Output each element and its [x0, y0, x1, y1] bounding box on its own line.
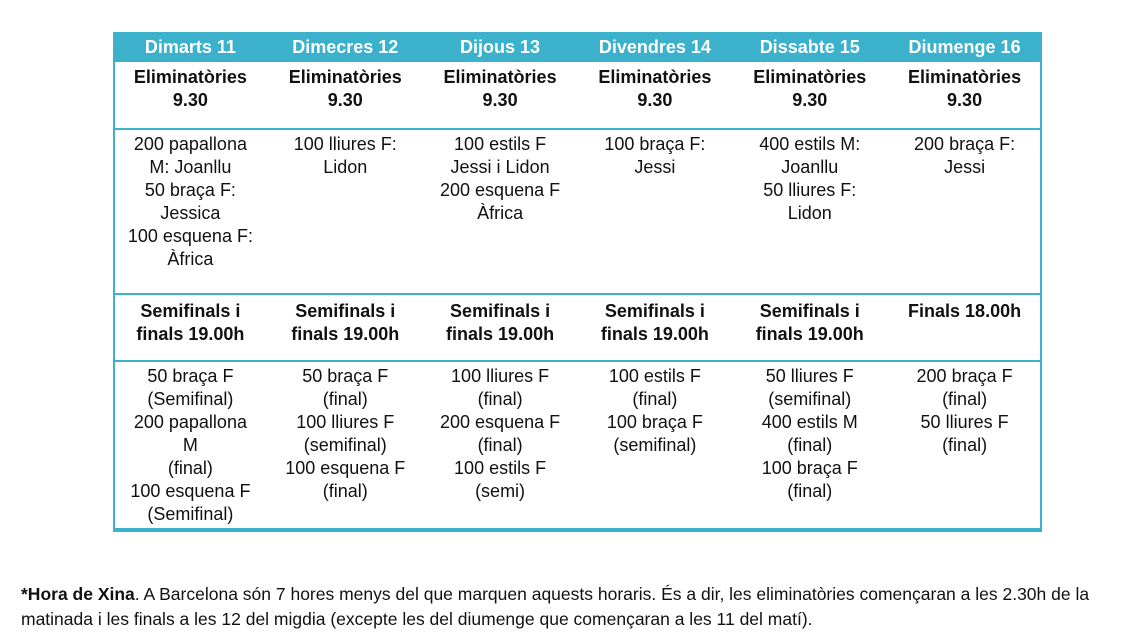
cell-line: 100 lliures F — [296, 412, 395, 432]
heats-time-cell — [423, 62, 578, 129]
day-header: Dissabte 15 — [732, 32, 887, 62]
cell-line: 200 braça F: — [914, 134, 1016, 154]
cell-line: finals 19.00h — [136, 324, 245, 344]
heats-time-row — [113, 62, 1042, 129]
cell-line: (semifinal) — [768, 389, 852, 409]
cell-line: Finals 18.00h — [908, 301, 1022, 321]
cell-line: 100 braça F — [606, 412, 703, 432]
cell-line: 200 braça F — [916, 366, 1013, 386]
cell-line: (final) — [477, 389, 523, 409]
heats-time-cell — [268, 62, 423, 129]
cell-line: 100 esquena F — [285, 458, 406, 478]
cell-line: (Semifinal) — [147, 504, 234, 524]
cell-line: (final) — [787, 435, 833, 455]
cell-line: Eliminatòries — [753, 67, 867, 87]
cell-line: 100 esquena F: — [127, 226, 253, 246]
heats-time-cell — [887, 62, 1042, 129]
finals-time-cell — [268, 294, 423, 361]
cell-line: 200 papallona — [133, 412, 247, 432]
day-header: Divendres 14 — [577, 32, 732, 62]
heats-events-cell — [423, 129, 578, 294]
cell-line: Semifinals i — [295, 301, 396, 321]
heats-events-row — [113, 129, 1042, 294]
cell-line: 9.30 — [947, 90, 983, 110]
cell-line: Semifinals i — [604, 301, 705, 321]
finals-time-cell — [423, 294, 578, 361]
footnote-bold: *Hora de Xina — [21, 583, 135, 604]
cell-line: finals 19.00h — [600, 324, 709, 344]
swim-schedule-table — [113, 32, 1042, 530]
cell-line: 50 braça F: — [144, 180, 236, 200]
cell-line: 400 estils M — [761, 412, 858, 432]
cell-line: (final) — [477, 435, 523, 455]
cell-line: 100 esquena F — [130, 481, 251, 501]
cell-line: (Semifinal) — [147, 389, 234, 409]
cell-line: 200 papallona — [133, 134, 247, 154]
finals-time-cell — [577, 294, 732, 361]
cell-line: Àfrica — [477, 203, 524, 223]
cell-line: (semifinal) — [613, 435, 697, 455]
cell-line: Semifinals i — [450, 301, 551, 321]
cell-line: Jessi — [634, 157, 676, 177]
cell-line: 9.30 — [792, 90, 828, 110]
cell-line: (semifinal) — [303, 435, 387, 455]
cell-line: 50 lliures F — [765, 366, 854, 386]
day-header: Diumenge 16 — [887, 32, 1042, 62]
cell-line: M — [182, 435, 198, 455]
cell-line: 50 braça F — [302, 366, 389, 386]
cell-line: 100 estils F — [454, 134, 547, 154]
cell-line: Semifinals i — [759, 301, 860, 321]
cell-line: 9.30 — [482, 90, 518, 110]
heats-time-cell — [577, 62, 732, 129]
day-header: Dijous 13 — [423, 32, 578, 62]
cell-line: Lidon — [323, 157, 368, 177]
cell-line: Jessi — [944, 157, 986, 177]
day-header: Dimarts 11 — [113, 32, 268, 62]
cell-line: (semi) — [475, 481, 526, 501]
finals-time-row — [113, 294, 1042, 361]
cell-line: (final) — [322, 389, 368, 409]
cell-line: 100 estils F — [454, 458, 547, 478]
cell-line: (final) — [632, 389, 678, 409]
cell-line: Jessica — [160, 203, 221, 223]
cell-line: 100 lliures F: — [293, 134, 397, 154]
cell-line: 100 braça F — [761, 458, 858, 478]
cell-line: 50 lliures F: — [763, 180, 857, 200]
cell-line: Lidon — [787, 203, 832, 223]
cell-line: 400 estils M: — [759, 134, 861, 154]
cell-line: Joanllu — [781, 157, 839, 177]
cell-line: (final) — [322, 481, 368, 501]
cell-line: Semifinals i — [140, 301, 241, 321]
finals-events-cell — [577, 361, 732, 529]
heats-events-cell — [732, 129, 887, 294]
cell-line: finals 19.00h — [291, 324, 400, 344]
heats-events-cell — [887, 129, 1042, 294]
finals-events-cell — [113, 361, 268, 529]
cell-line: Jessi i Lidon — [450, 157, 550, 177]
heats-events-cell — [113, 129, 268, 294]
cell-line: M: Joanllu — [149, 157, 232, 177]
cell-line: 50 braça F — [147, 366, 234, 386]
cell-line: 9.30 — [327, 90, 363, 110]
finals-events-cell — [732, 361, 887, 529]
finals-time-cell — [113, 294, 268, 361]
cell-line: Eliminatòries — [908, 67, 1022, 87]
cell-line: finals 19.00h — [755, 324, 864, 344]
finals-events-row — [113, 361, 1042, 529]
cell-line: 50 lliures F — [920, 412, 1009, 432]
cell-line: 9.30 — [172, 90, 208, 110]
cell-line: 200 esquena F — [440, 180, 561, 200]
cell-line: 100 lliures F — [451, 366, 550, 386]
finals-events-cell — [423, 361, 578, 529]
cell-line: Àfrica — [167, 249, 214, 269]
cell-line: Eliminatòries — [288, 67, 402, 87]
cell-line: Eliminatòries — [133, 67, 247, 87]
day-header-row — [113, 32, 1042, 62]
heats-events-cell — [268, 129, 423, 294]
finals-time-cell — [887, 294, 1042, 361]
cell-line: (final) — [942, 435, 988, 455]
footnote-text: . A Barcelona són 7 hores menys del que marquen aquests horaris. És a dir, les eliminatòries començaran a les 2.30h de la matinada i les finals a les 12 del migdia (excepte les del diumenge que començaran a les 11 del matí). — [21, 583, 1090, 629]
cell-line: (final) — [787, 481, 833, 501]
heats-time-cell — [113, 62, 268, 129]
finals-time-cell — [732, 294, 887, 361]
day-header: Dimecres 12 — [268, 32, 423, 62]
cell-line: 100 braça F: — [604, 134, 706, 154]
cell-line: (final) — [167, 458, 213, 478]
footnote — [21, 582, 1116, 632]
cell-line: 9.30 — [637, 90, 673, 110]
cell-line: 100 estils F — [608, 366, 701, 386]
cell-line: 200 esquena F — [440, 412, 561, 432]
finals-events-cell — [887, 361, 1042, 529]
heats-time-cell — [732, 62, 887, 129]
finals-events-cell — [268, 361, 423, 529]
cell-line: Eliminatòries — [443, 67, 557, 87]
cell-line: (final) — [942, 389, 988, 409]
cell-line: finals 19.00h — [446, 324, 555, 344]
heats-events-cell — [577, 129, 732, 294]
cell-line: Eliminatòries — [598, 67, 712, 87]
